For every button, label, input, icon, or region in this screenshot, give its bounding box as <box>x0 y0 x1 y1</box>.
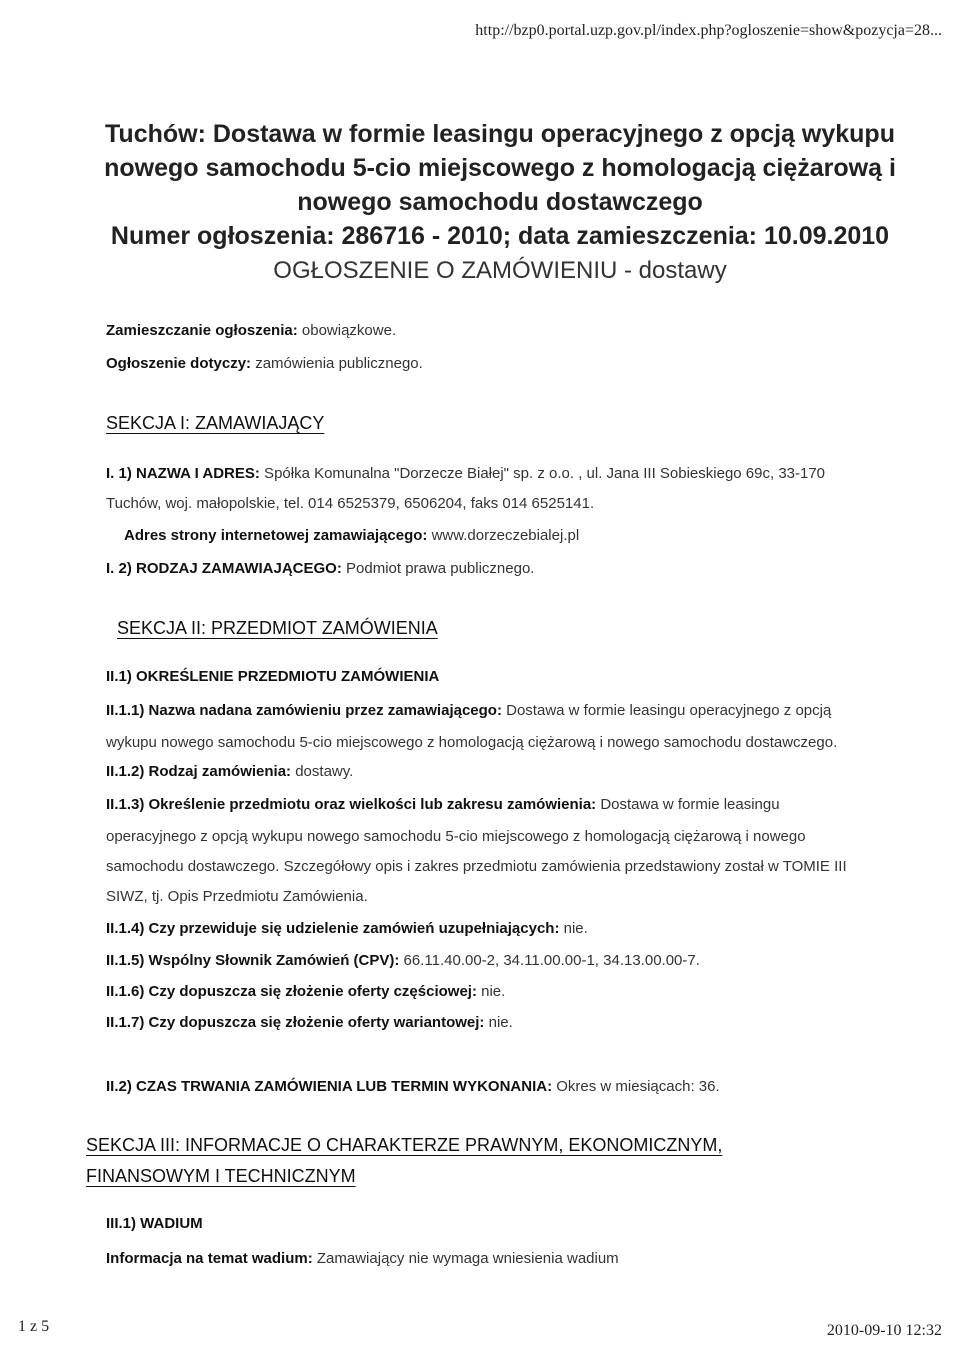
s2-cpv: II.1.5) Wspólny Słownik Zamówień (CPV): 66.11.40.00-2, 34.11.00.00-1, 34.13.00.00-7. <box>106 952 700 969</box>
s2-scope-cont-3: SIWZ, tj. Opis Przedmiotu Zamówienia. <box>106 888 368 905</box>
section-3-heading-line-1: SEKCJA III: INFORMACJE O CHARAKTERZE PRAWNYM, EKONOMICZNYM, <box>86 1135 723 1155</box>
page-url: http://bzp0.portal.uzp.gov.pl/index.php?ogloszenie=show&pozycja=28... <box>475 22 942 39</box>
intro-publication: Zamieszczanie ogłoszenia: obowiązkowe. <box>106 322 397 339</box>
s1-address-cont: Tuchów, woj. małopolskie, tel. 014 6525379, 6506204, faks 014 6525141. <box>106 495 595 512</box>
s3-deposit-info: Informacja na temat wadium: Zamawiający nie wymaga wniesienia wadium <box>106 1250 619 1267</box>
s2-scope-cont-2: samochodu dostawczego. Szczegółowy opis i zakres przedmiotu zamówienia przedstawiony został w TOMIE III <box>106 858 847 875</box>
title-line-2: nowego samochodu 5-cio miejscowego z homologacją ciężarową i <box>104 154 896 182</box>
s2-kind: II.1.2) Rodzaj zamówienia: dostawy. <box>106 763 354 780</box>
s2-duration: II.2) CZAS TRWANIA ZAMÓWIENIA LUB TERMIN WYKONANIA: Okres w miesiącach: 36. <box>106 1078 720 1095</box>
page-number: 1 z 5 <box>18 1318 50 1335</box>
s2-name: II.1.1) Nazwa nadana zamówieniu przez zamawiającego: Dostawa w formie leasingu operacyjnego z opcją <box>106 702 832 719</box>
print-datetime: 2010-09-10 12:32 <box>826 1322 942 1339</box>
announcement-number: Numer ogłoszenia: 286716 - 2010; data zamieszczenia: 10.09.2010 <box>110 222 890 250</box>
s2-subheading: II.1) OKREŚLENIE PRZEDMIOTU ZAMÓWIENIA <box>106 668 440 685</box>
s2-partial-offer: II.1.6) Czy dopuszcza się złożenie oferty częściowej: nie. <box>106 983 506 1000</box>
s1-name-address: I. 1) NAZWA I ADRES: Spółka Komunalna "Dorzecze Białej" sp. z o.o. , ul. Jana III Sobieskiego 69c, 33-170 <box>106 465 826 482</box>
section-3-heading-line-2: FINANSOWYM I TECHNICZNYM <box>86 1166 356 1186</box>
intro-concerns: Ogłoszenie dotyczy: zamówienia publicznego. <box>106 355 423 372</box>
s1-website: Adres strony internetowej zamawiającego: www.dorzeczebialej.pl <box>124 527 580 544</box>
s2-supplementary: II.1.4) Czy przewiduje się udzielenie zamówień uzupełniających: nie. <box>106 920 588 937</box>
announcement-type: OGŁOSZENIE O ZAMÓWIENIU - dostawy <box>273 257 727 284</box>
s2-variant-offer: II.1.7) Czy dopuszcza się złożenie oferty wariantowej: nie. <box>106 1014 513 1031</box>
title-line-3: nowego samochodu dostawczego <box>297 188 703 216</box>
section-2-heading: SEKCJA II: PRZEDMIOT ZAMÓWIENIA <box>117 618 438 638</box>
s1-type: I. 2) RODZAJ ZAMAWIAJĄCEGO: Podmiot prawa publicznego. <box>106 560 535 577</box>
s3-subheading: III.1) WADIUM <box>106 1215 203 1232</box>
s2-scope: II.1.3) Określenie przedmiotu oraz wielkości lub zakresu zamówienia: Dostawa w formie leasingu <box>106 796 780 813</box>
s2-name-cont: wykupu nowego samochodu 5-cio miejscowego z homologacją ciężarową i nowego samochodu dostawczego. <box>106 734 838 751</box>
title-line-1: Tuchów: Dostawa w formie leasingu operacyjnego z opcją wykupu <box>105 120 895 148</box>
s2-scope-cont-1: operacyjnego z opcją wykupu nowego samochodu 5-cio miejscowego z homologacją ciężarową i nowego <box>106 828 806 845</box>
section-1-heading: SEKCJA I: ZAMAWIAJĄCY <box>106 413 325 433</box>
